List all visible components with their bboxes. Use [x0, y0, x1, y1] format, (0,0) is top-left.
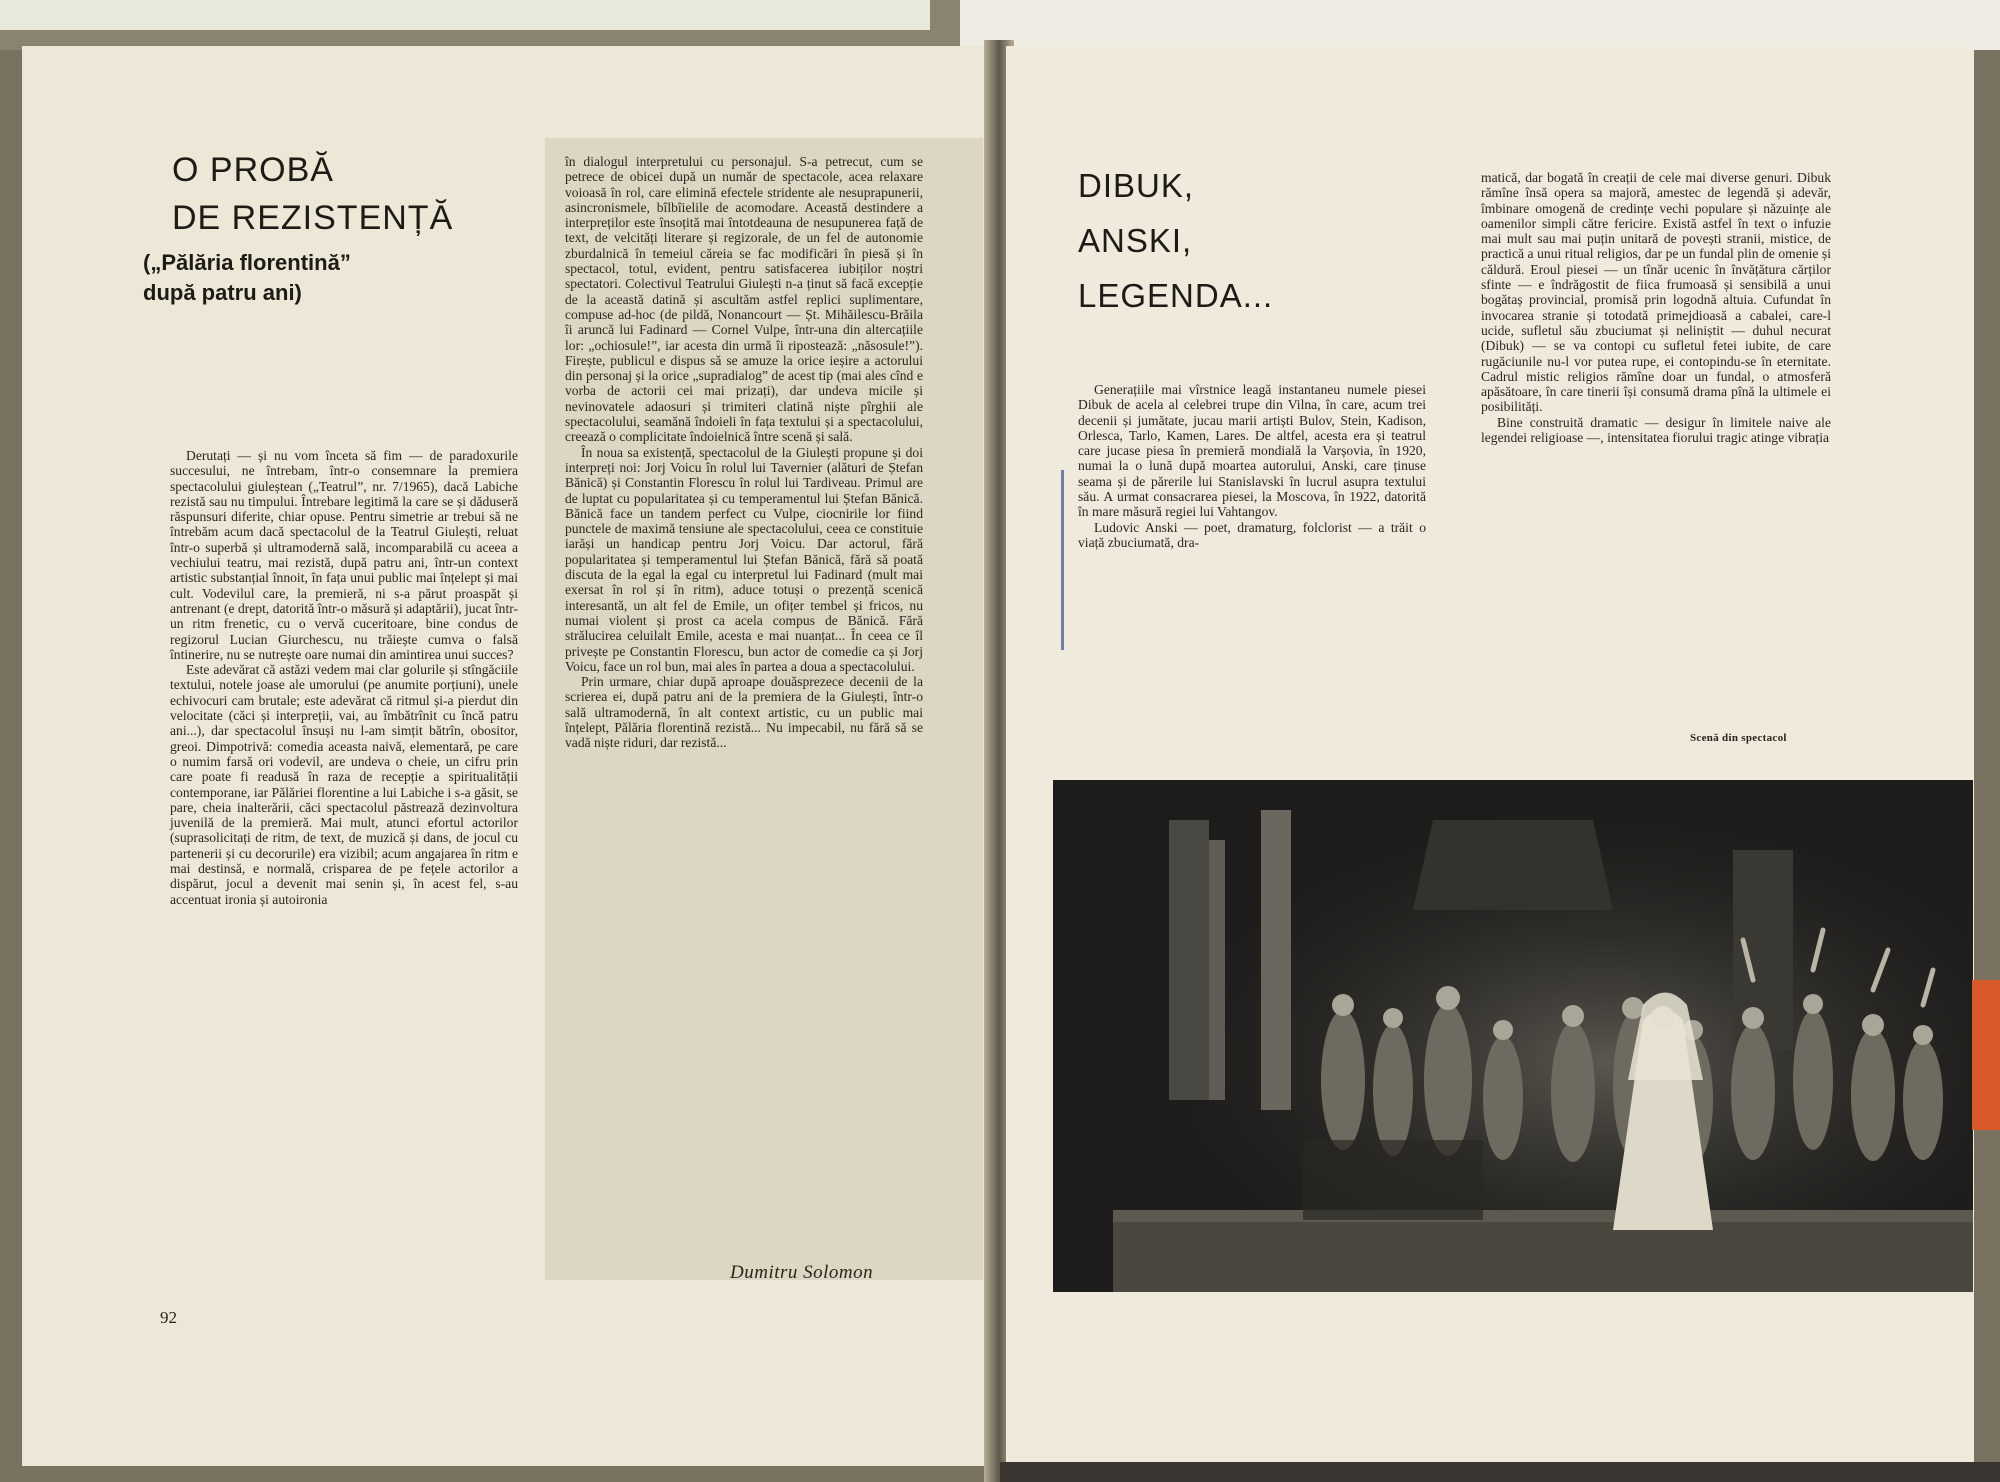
- left-article-column-1: [170, 448, 518, 907]
- paragraph: Derutați — și nu vom înceta să fim — de paradoxurile succesului, ne întrebam, într-o consemnare la premiera spectacolului giuleștean („Teatrul”, nr. 7/1965), dacă Labiche rezistă sau nu timpului. Întrebare legitimă la care se și dăduseră răspunsuri diferite, chiar opuse. Pentru simetrie ar trebui să ne întrebăm acum dacă spectacolul de la Teatrul Giulești, reluat într-o superbă și ultramodernă sală, incomparabilă cu aceea a vechiului teatru, mai rezistă, după patru ani, într-un context artistic substanțial înnoit, în fața unui public mai înțelept și mai cult. Vodevilul care, la premieră, ni s-a părut proaspăt și antrenant (e drept, datorită într-o măsură și adaptării), jucat într-un ritm frenetic, cu o vervă cuceritoare, bine condus de regizorul Lucian Giurchescu, nu trăiește cumva o falsă întinerire, nu se nutrește oare numai din amintirea unui succes?: [170, 448, 518, 662]
- scan-background-bottom: [1000, 1462, 2000, 1482]
- scan-edge-right: [960, 0, 2000, 50]
- left-article-column-2: [565, 154, 923, 751]
- paragraph: Bine construită dramatic — desigur în limitele naive ale legendei religioase —, intensitatea fiorului tragic atinge vibrația: [1481, 414, 1831, 446]
- stage-photo: [1053, 780, 1973, 1292]
- right-title-line-2: ANSKI,: [1078, 222, 1193, 259]
- paragraph: matică, dar bogată în creații de cele mai diverse genuri. Dibuk rămîne însă opera sa majoră, amestec de legendă și adevăr, îmbinare omogenă de credințe vechi populare și năzuințe ale oamenilor simpli către fericire. Există astfel în text o infuzie mai mult sau mai puțin unitară de povești stranii, mistice, de practică a unui ritual religios, dar pe un fundal plin de omenie și căldură. Eroul piesei — un tînăr ucenic în învățătura cărților sfinte — e îndrăgostit de fiica frumoasă și sensibilă a unui bogătaș provincial, promisă prin logodnă altuia. Cufundat în invocarea stranie și totodată primejdioasă a cabalei, care-l ucide, sufletul său zbuciumat și neliniștit — duhul necurat (Dibuk) — se va contopi cu sufletul fetei iubite, de care rugăciunile nu-l vor putea rupe, ei contopindu-se în eternitate. Cadrul mistic religios rămîne doar un fundal, o atmosferă apăsătoare, în care tinerii își consumă drama pînă la ultimele ei posibilități.: [1481, 170, 1831, 415]
- right-article-column-1: [1078, 382, 1426, 550]
- left-subtitle-line-1: („Pălăria florentină”: [143, 250, 351, 275]
- article-signature: Dumitru Solomon: [730, 1262, 874, 1283]
- stage-photo-illustration: [1053, 780, 1973, 1292]
- left-title-line-2: DE REZISTENȚĂ: [172, 199, 454, 237]
- right-article-column-2: [1481, 170, 1831, 445]
- right-title-line-1: DIBUK,: [1078, 167, 1195, 204]
- scan-edge-left: [0, 0, 930, 30]
- right-article-title: [1078, 158, 1273, 323]
- left-title-line-1: O PROBĂ: [172, 151, 334, 189]
- left-subtitle-line-2: după patru ani): [143, 280, 302, 305]
- right-title-line-3: LEGENDA...: [1078, 277, 1274, 314]
- page-number: 92: [160, 1308, 177, 1327]
- left-article-subtitle: [143, 248, 351, 308]
- paragraph: În noua sa existență, spectacolul de la Giulești propune și doi interpreți noi: Jorj Voicu în rolul lui Tavernier (alături de Ștefan Bănică) și Constantin Florescu în rolul lui Tardiveau. Primul are de luptat cu popularitatea și cu temperamentul lui Ștefan Bănică. Bănică face un tandem perfect cu Vulpe, ciocnirile lor fiind punctele de maximă tensiune ale spectacolului, ceea ce constituie iarăși un handicap pentru Jorj Voicu. Dar actorul, fără popularitatea și temperamentul lui Ștefan Bănică, fără să poată discuta de la egal la egal cu interpretul lui Fadinard (mult mai exersat în rol și în ritm), aduce totuși o prezență scenică interesantă, un alt fel de Emile, un ofițer tembel și fricos, nu numai violent și prost ca acela compus de Bănică. Fără strălucirea celuilalt Emile, acesta e mai nuanțat... În ceea ce îl privește pe Constantin Florescu, bun actor de comedie ca și Jorj Voicu, face un rol bun, mai ales în partea a doua a spectacolului.: [565, 444, 923, 674]
- paragraph: în dialogul interpretului cu personajul. S-a petrecut, cum se petrece de obicei după un număr de spectacole, acea relaxare voioasă în rol, care elimină efectele stridente ale nesuprapunerii, asincronismele, bîlbîielile de acomodare. Această destindere a interpreților este însoțită mai întotdeauna de nesupunerea față de text, de velcități literare și regizorale, de un fel de autonomie zburdalnică în temeiul căreia se fac modificări în piesă și în spectacol, totul, evident, pentru satisfacerea iubiților noștri spectatori. Colectivul Teatrului Giulești n-a ținut să facă excepție de la această datină și ascultăm astfel replici suplimentare, compuse ad-hoc (de pildă, Nonancourt — Șt. Mihăilescu-Brăila îi aruncă lui Fadinard — Cornel Vulpe, într-una din altercațiile lor: „ochiosule!”, iar acesta din urmă îi ripostează: „năsosule!”). Firește, publicul e dispus să se amuze la orice ieșire a actorului din personaj și la orice „supradialog” de acest tip (mai ales cînd e vorba de actorii cei mai prizați), dar undeva micile și nevinovatele adaosuri și trimiteri clatină niște pîrghii ale spectacolului, seamănă îndoieli în fața textului și a spectacolului, creează o complicitate îndoielnică între scenă și sală.: [565, 154, 923, 445]
- orange-book-edge: [1972, 980, 2000, 1130]
- left-article-title: [172, 146, 453, 242]
- paragraph: Prin urmare, chiar după aproape douăsprezece decenii de la scrierea ei, după patru ani de la premiera de la Giulești, într-o sală ultramodernă, în alt context artistic, cu un public mai înțelept, Pălăria florentină rezistă... Nu impecabil, nu fără să se vadă niște riduri, dar rezistă...: [565, 674, 923, 751]
- pen-margin-mark: [1061, 470, 1064, 650]
- paragraph: Este adevărat că astăzi vedem mai clar golurile și stîngăciile textului, notele joase ale umorului (pe anumite porțiuni), unele echivocuri cam brutale; este adevărat că ritmul și-a pierdut din velocitate (căci și interpreții, vai, au îmbătrînit cu încă patru ani...), dar spectacolul însuși nu l-am simțit bătrîn, obositor, greoi. Dimpotrivă: comedia aceasta naivă, elementară, pe care o numim farsă ori vodevil, are undeva o cheie, un cifru prin care poate fi readusă în raza de recepție a spiritualității contemporane, iar Pălăriei florentine a lui Labiche i s-a găsit, se pare, cheia inalterării, căci spectacolul păstrează dezinvoltura juvenilă de la premieră. Mai mult, atunci efortul actorilor (suprasolicitați de ritm, de text, de muzică și dans, de jocul cu partenerii și cu decorurile) era vizibil; acum angajarea în ritm e mai destinsă, e normală, crisparea de pe fețele actorilor a dispărut, jocul a devenit mai senin și, în acest fel, s-au accentuat ironia și autoironia: [170, 662, 518, 907]
- paragraph: Generațiile mai vîrstnice leagă instantaneu numele piesei Dibuk de acela al celebrei trupe din Vilna, în care, acum trei decenii și jumătate, jucau marii artiști Bulov, Stein, Kadison, Orlesca, Tarlo, Kamen, Lares. De altfel, acesta era și teatrul care jucase piesa în premieră mondială la Varșovia, în 1920, numai la o lună după moartea autorului, Anski, care ținuse seama și de părerile lui Stanislavski în lucrul asupra textului său. A urmat consacrarea piesei, la Moscova, în 1922, datorită în mare măsură regiei lui Vahtangov.: [1078, 382, 1426, 520]
- paragraph: Ludovic Anski — poet, dramaturg, folclorist — a trăit o viață zbuciumată, dra-: [1078, 519, 1426, 550]
- photo-caption: Scenă din spectacol: [1690, 732, 1787, 744]
